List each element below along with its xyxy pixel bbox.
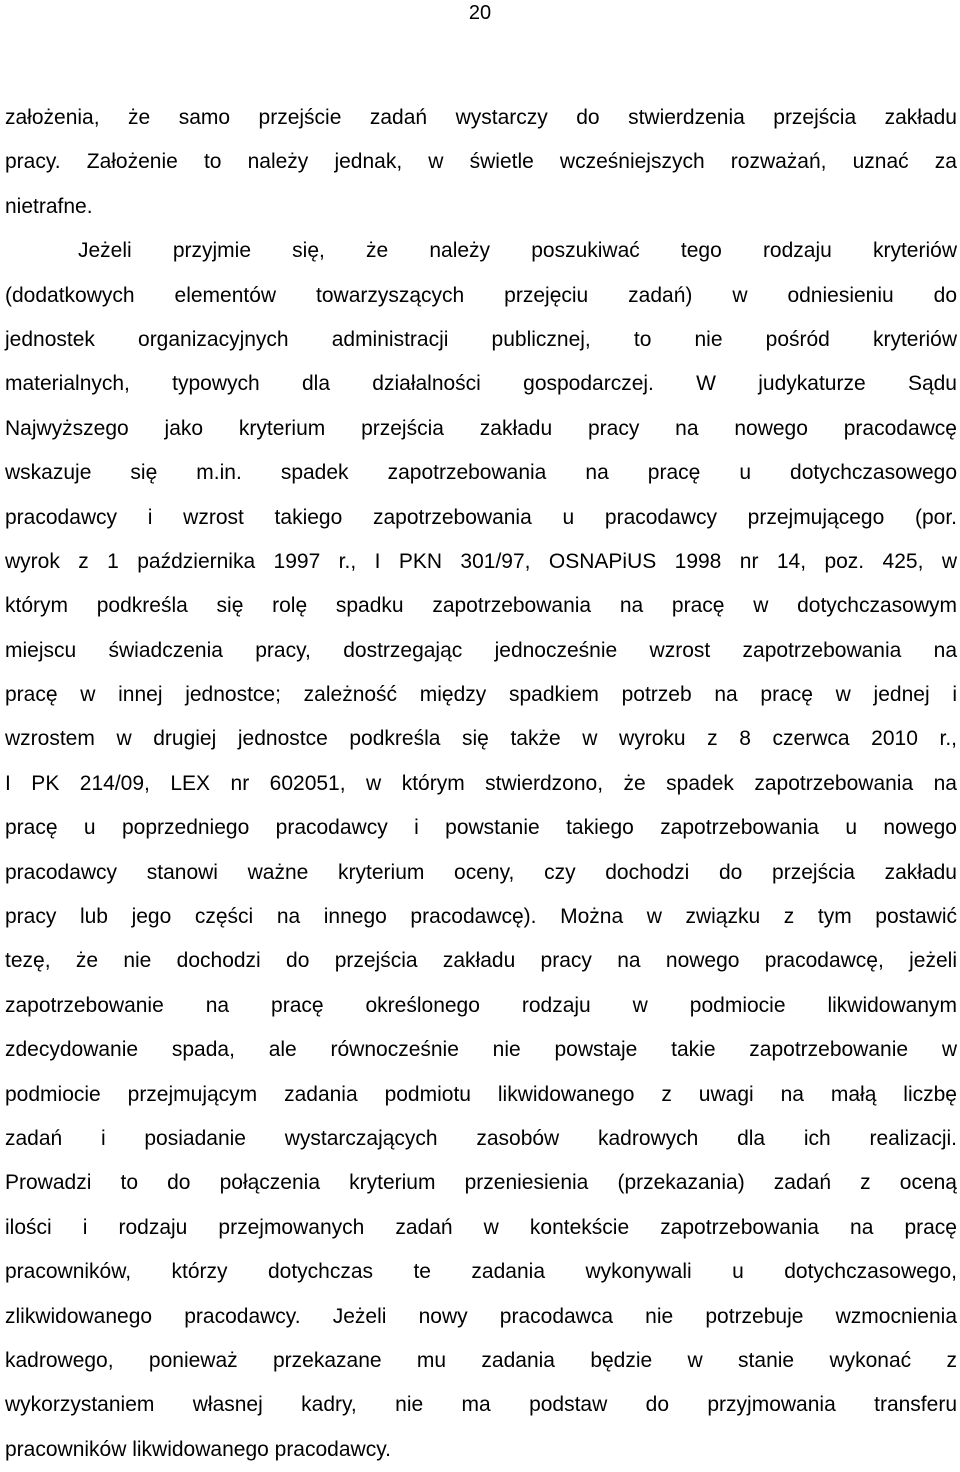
text-line: materialnych, typowych dla działalności gospodarczej. W judykaturze Sądu [5, 372, 957, 396]
text-line: wzrostem w drugiej jednostce podkreśla się także w wyroku z 8 czerwca 2010 r., [5, 727, 957, 751]
text-line: zlikwidowanego pracodawcy. Jeżeli nowy pracodawca nie potrzebuje wzmocnienia [5, 1304, 957, 1328]
text-line: którym podkreśla się rolę spadku zapotrzebowania na pracę w dotychczasowym [5, 594, 957, 618]
text-line: Najwyższego jako kryterium przejścia zakładu pracy na nowego pracodawcę [5, 416, 957, 440]
text-line: wyrok z 1 października 1997 r., I PKN 301/97, OSNAPiUS 1998 nr 14, poz. 425, w [5, 549, 957, 573]
text-line: (dodatkowych elementów towarzyszących przejęciu zadań) w odniesieniu do [5, 283, 957, 307]
text-line: pracy. Założenie to należy jednak, w świetle wcześniejszych rozważań, uznać za [5, 150, 957, 174]
text-line: wskazuje się m.in. spadek zapotrzebowania na pracę u dotychczasowego [5, 461, 957, 485]
document-body [5, 96, 957, 1472]
text-line: zadań i posiadanie wystarczających zasobów kadrowych dla ich realizacji. [5, 1126, 957, 1150]
text-line: Jeżeli przyjmie się, że należy poszukiwać tego rodzaju kryteriów [78, 239, 957, 263]
text-line: kadrowego, ponieważ przekazane mu zadania będzie w stanie wykonać z [5, 1348, 957, 1372]
text-line: założenia, że samo przejście zadań wystarczy do stwierdzenia przejścia zakładu [5, 106, 957, 129]
text-line: nietrafne. [5, 194, 93, 218]
text-line: I PK 214/09, LEX nr 602051, w którym stwierdzono, że spadek zapotrzebowania na [5, 771, 957, 795]
text-line: podmiocie przejmującym zadania podmiotu likwidowanego z uwagi na małą liczbę [5, 1082, 957, 1106]
text-line: pracodawcy i wzrost takiego zapotrzebowania u pracodawcy przejmującego (por. [5, 505, 957, 529]
text-line: ilości i rodzaju przejmowanych zadań w kontekście zapotrzebowania na pracę [5, 1215, 957, 1239]
text-line: zdecydowanie spada, ale równocześnie nie powstaje takie zapotrzebowanie w [5, 1038, 957, 1062]
text-line: zapotrzebowanie na pracę określonego rodzaju w podmiocie likwidowanym [5, 993, 957, 1017]
text-line: pracy lub jego części na innego pracodawcę). Można w związku z tym postawić [5, 905, 957, 929]
text-line: jednostek organizacyjnych administracji publicznej, to nie pośród kryteriów [5, 327, 957, 351]
page-number: 20 [468, 2, 492, 24]
text-line: wykorzystaniem własnej kadry, nie ma podstaw do przyjmowania transferu [5, 1393, 957, 1417]
text-line: miejscu świadczenia pracy, dostrzegając jednocześnie wzrost zapotrzebowania na [5, 638, 957, 662]
text-line: pracę w innej jednostce; zależność między spadkiem potrzeb na pracę w jednej i [5, 683, 957, 707]
text-line: tezę, że nie dochodzi do przejścia zakładu pracy na nowego pracodawcę, jeżeli [5, 949, 957, 973]
text-line: pracodawcy stanowi ważne kryterium oceny, czy dochodzi do przejścia zakładu [5, 860, 957, 884]
text-line: pracę u poprzedniego pracodawcy i powstanie takiego zapotrzebowania u nowego [5, 816, 957, 840]
text-line: pracowników, którzy dotychczas te zadania wykonywali u dotychczasowego, [5, 1260, 957, 1284]
text-line: Prowadzi to do połączenia kryterium przeniesienia (przekazania) zadań z oceną [5, 1171, 957, 1195]
text-line: pracowników likwidowanego pracodawcy. [5, 1437, 391, 1461]
